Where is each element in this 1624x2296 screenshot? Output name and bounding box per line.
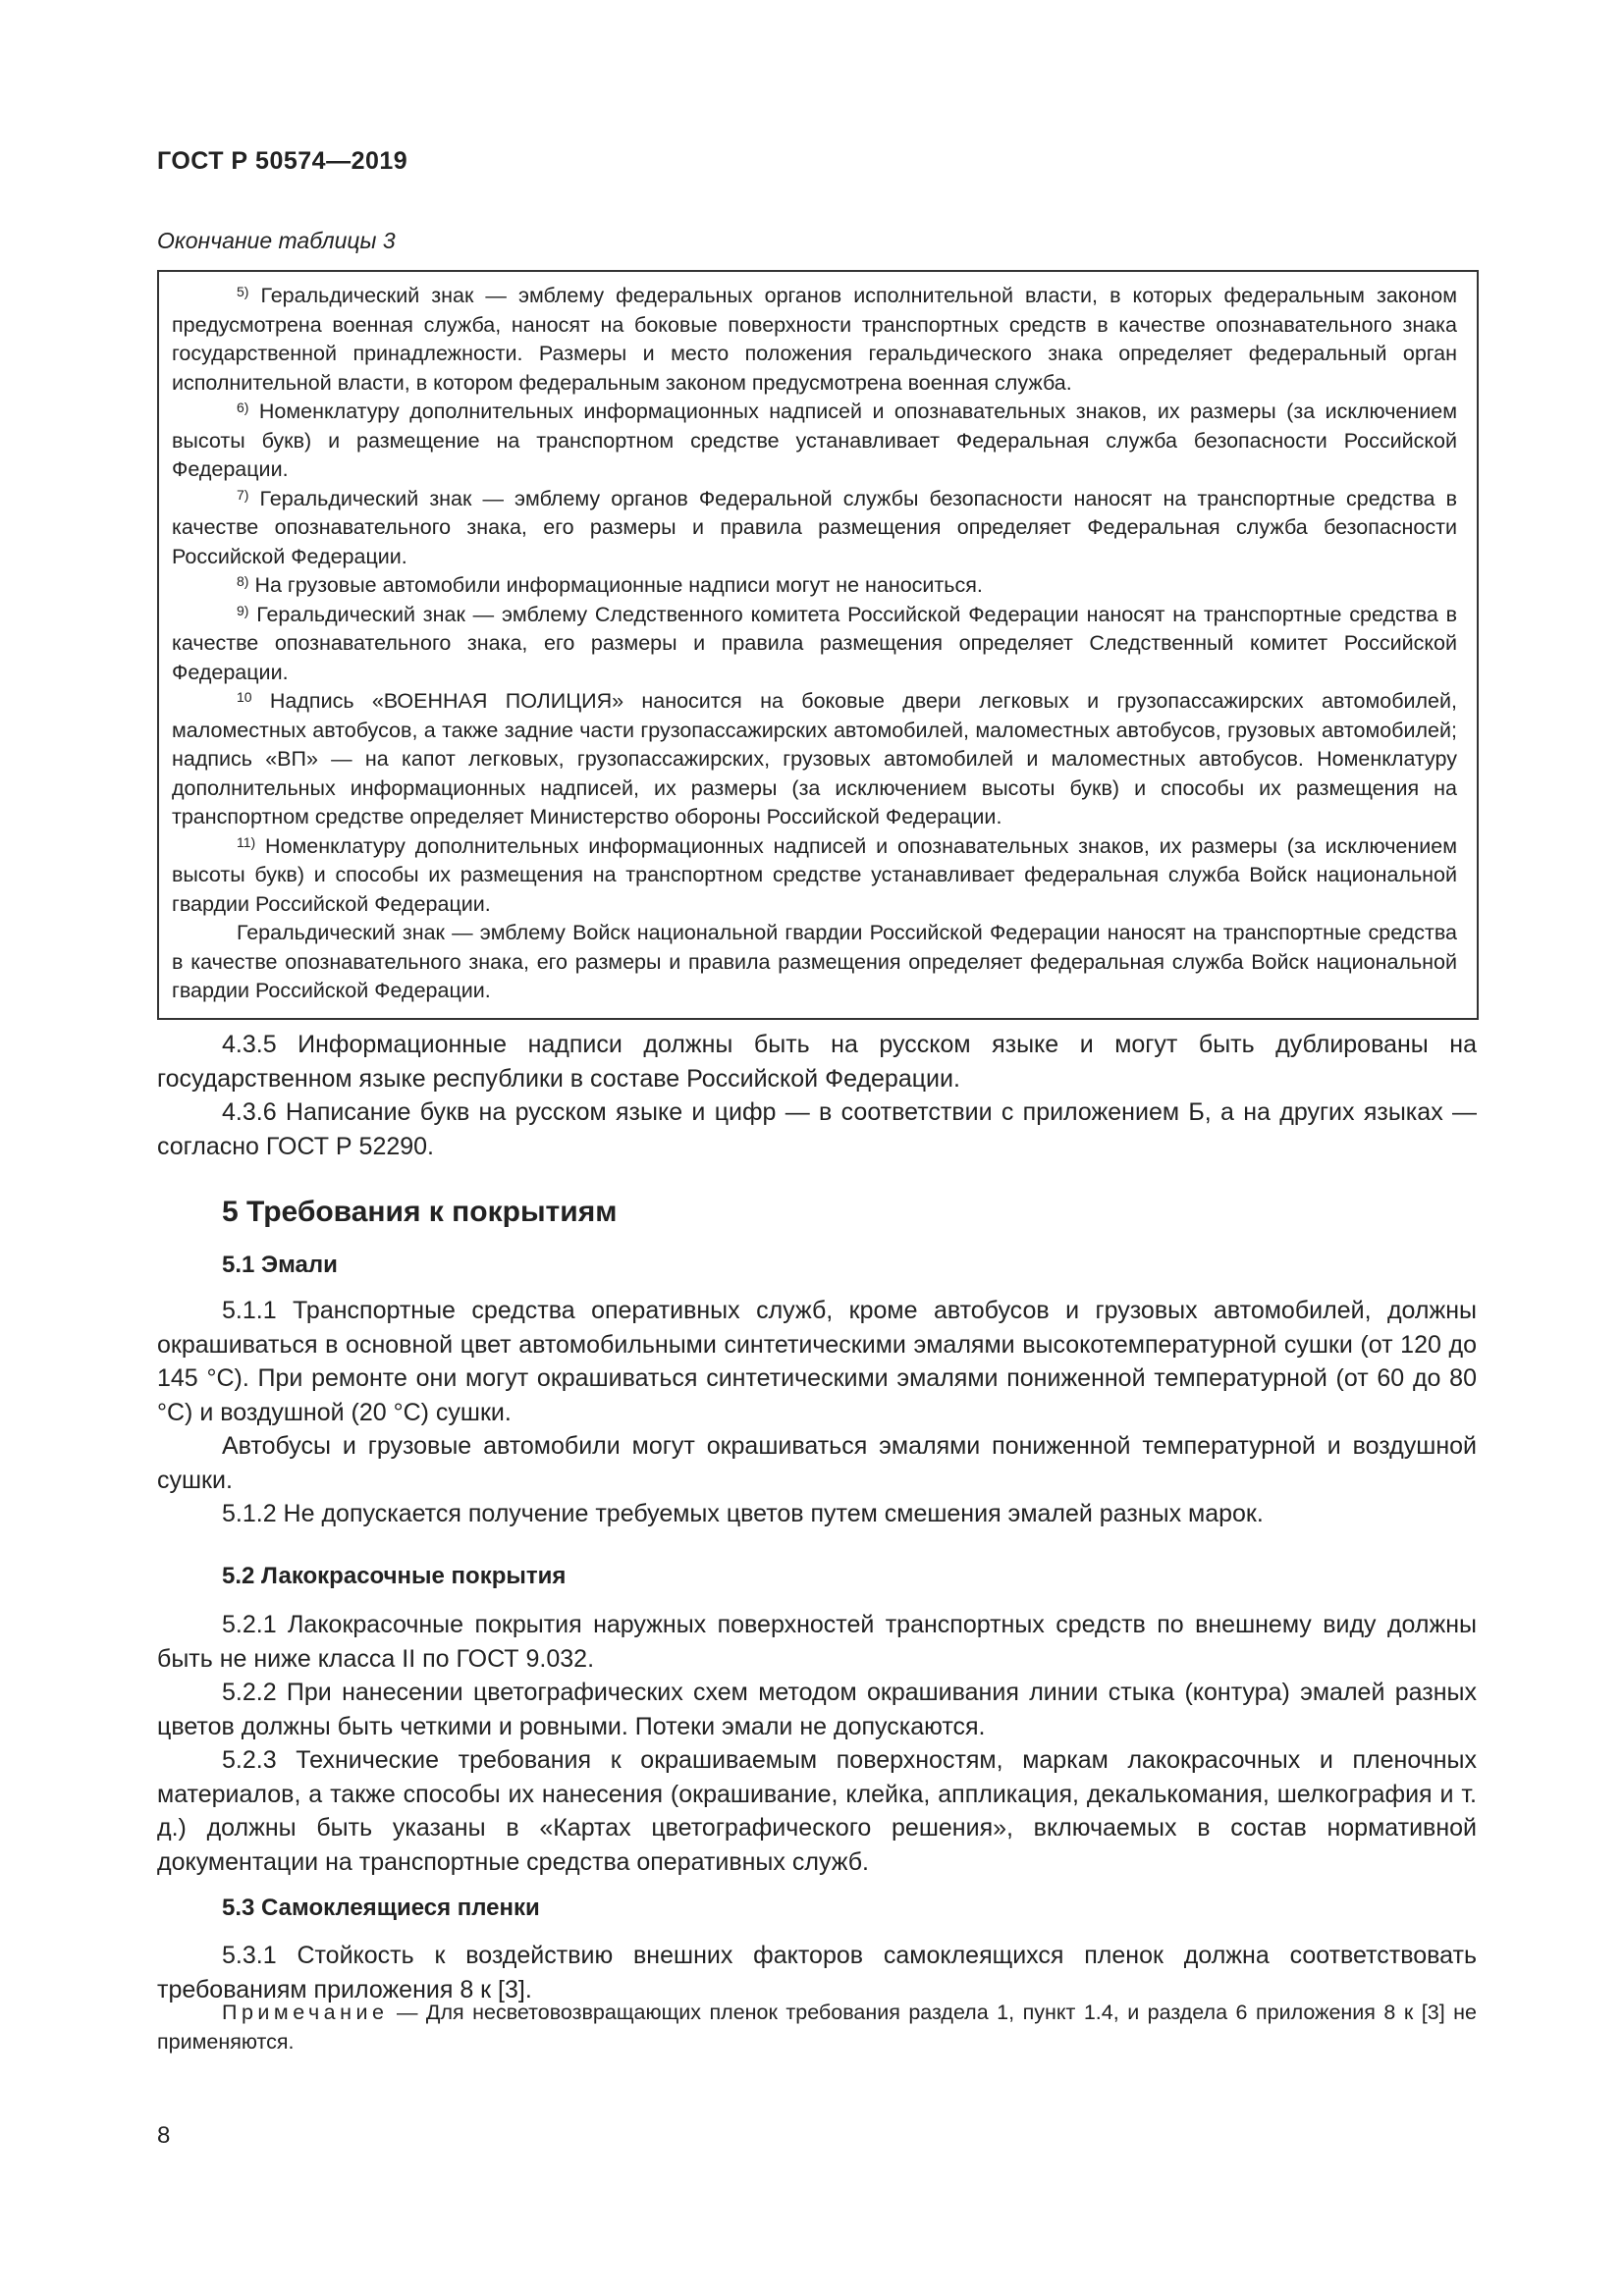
clause-5-1-1: 5.1.1 Транспортные средства оперативных служб, кроме автобусов и грузовых автомобилей, должны окрашиваться в основной цвет автомобильными синтетическими эмалями высокотемпературной сушки (от 120 до 145 °С). При ремонте они могут окрашиваться синтетическими эмалями пониженной температурной (от 60 до 80 °С) и воздушной (20 °С) сушки. — [157, 1297, 1477, 1426]
subsection-5-2-body — [157, 1608, 1477, 1879]
clauses-4-3 — [157, 1028, 1477, 1163]
subsection-5-1-body — [157, 1294, 1477, 1531]
footnote-text: Номенклатуру дополнительных информационных надписей и опознавательных знаков, их размеры (за исключением высоты букв) и способы их размещения на транспортном средстве устанавливает федеральная служба Войск национальной гвардии Российской Федерации. — [172, 833, 1457, 916]
clause-4-3-6: 4.3.6 Написание букв на русском языке и цифр — в соответствии с приложением Б, а на других языках — согласно ГОСТ Р 52290. — [157, 1098, 1477, 1160]
footnote — [172, 601, 1457, 688]
clause-5-2-3: 5.2.3 Технические требования к окрашиваемым поверхностям, маркам лакокрасочных и пленочных материалов, а также способы их нанесения (окрашивание, клейка, аппликация, декалькомания, шелкография и т. д.) должны быть указаны в «Картах цветографического решения», включаемых в состав нормативной документации на транспортные средства оперативных служб. — [157, 1746, 1477, 1876]
footnote-text: Геральдический знак — эмблему Войск национальной гвардии Российской Федерации наносят на транспортные средства в качестве опознавательного знака, его размеры и правила размещения определяет федеральная служба Войск национальной гвардии Российской Федерации. — [172, 921, 1457, 1002]
table-footnotes-box — [157, 270, 1479, 1020]
footnote-text: Геральдический знак — эмблему органов Федеральной службы безопасности наносят на транспортные средства в качестве опознавательного знака, его размеры и правила размещения определяет Федеральная служба безопасности Российской Федерации. — [172, 486, 1457, 568]
note — [157, 1998, 1477, 2056]
footnote-mark: 11) — [237, 833, 256, 850]
footnote — [172, 485, 1457, 572]
note-paragraph — [157, 1998, 1477, 2056]
footnote-mark: 10 — [237, 689, 252, 705]
note-body: — Для несветовозвращающих пленок требования раздела 1, пункт 1.4, и раздела 6 приложения 8 к [3] не применяются. — [157, 2001, 1477, 2054]
footnote-text: Геральдический знак — эмблему Следственного комитета Российской Федерации наносят на транспортные средства в качестве опознавательного знака, его размеры и правила размещения определяет Следственный комитет Российской Федерации. — [172, 602, 1457, 684]
footnote — [172, 687, 1457, 832]
clause-4-3-5: 4.3.5 Информационные надписи должны быть на русском языке и могут быть дублированы на государственном языке республики в составе Российской Федерации. — [157, 1031, 1477, 1093]
subsection-5-2-title: 5.2 Лакокрасочные покрытия — [222, 1563, 567, 1589]
footnote — [172, 832, 1457, 920]
clause-5-2-1: 5.2.1 Лакокрасочные покрытия наружных поверхностей транспортных средств по внешнему виду должны быть не ниже класса II по ГОСТ 9.032. — [157, 1611, 1477, 1673]
footnote-mark: 8) — [237, 573, 249, 589]
footnote — [172, 398, 1457, 485]
footnote-text: Надпись «ВОЕННАЯ ПОЛИЦИЯ» наносится на боковые двери легковых и грузопассажирских автомобилей, маломестных автобусов, а также задние части грузопассажирских автомобилей, маломестных автобусов, грузовых автомобилей; надпись «ВП» — на капот легковых, грузопассажирских, грузовых автомобилей и маломестных автобусов. Номенклатуру дополнительных информационных надписей, их размеры (за исключением высоты букв) и способы их размещения на транспортном средстве определяет Министерство обороны Российской Федерации. — [172, 689, 1458, 828]
footnote-text: Геральдический знак — эмблему федеральных органов исполнительной власти, в которых федеральным законом предусмотрена военная служба, наносят на боковые поверхности транспортных средств в качестве опознавательного знака государственной принадлежности. Размеры и место положения геральдического знака определяет федеральный орган исполнительной власти, в котором федеральным законом предусмотрена военная служба. — [172, 284, 1457, 395]
table-continuation-caption: Окончание таблицы 3 — [157, 228, 396, 253]
section-5-title: 5 Требования к покрытиям — [222, 1196, 618, 1228]
page-number: 8 — [157, 2122, 171, 2149]
footnote — [172, 282, 1457, 398]
footnote-text: На грузовые автомобили информационные надписи могут не наноситься. — [254, 573, 983, 597]
footnote — [172, 571, 1457, 601]
subsection-5-1-title: 5.1 Эмали — [222, 1252, 338, 1278]
footnote-mark: 6) — [237, 400, 249, 415]
paragraph: Автобусы и грузовые автомобили могут окрашиваться эмалями пониженной температурной и воздушной сушки. — [157, 1432, 1477, 1494]
note-label: Примечание — [222, 2001, 389, 2024]
subsection-5-3-title: 5.3 Самоклеящиеся пленки — [222, 1895, 540, 1921]
footnote-text: Номенклатуру дополнительных информационных надписей и опознавательных знаков, их размеры (за исключением высоты букв) и размещение на транспортном средстве устанавливает Федеральная служба безопасности Российской Федерации. — [172, 400, 1457, 481]
clause-5-3-1: 5.3.1 Стойкость к воздействию внешних факторов самоклеящихся пленок должна соответствовать требованиям приложения 8 к [3]. — [157, 1942, 1477, 2003]
footnote-mark: 9) — [237, 602, 249, 618]
footnote-mark: 5) — [237, 284, 249, 299]
clause-5-2-2: 5.2.2 При нанесении цветографических схем методом окрашивания линии стыка (контура) эмалей разных цветов должны быть четкими и ровными. Потеки эмали не допускаются. — [157, 1679, 1477, 1740]
footnote-mark: 7) — [237, 486, 249, 503]
subsection-5-3-body — [157, 1939, 1477, 2006]
clause-5-1-2: 5.1.2 Не допускается получение требуемых цветов путем смешения эмалей разных марок. — [222, 1500, 1264, 1527]
footnote — [172, 919, 1457, 1006]
document-header: ГОСТ Р 50574—2019 — [157, 147, 408, 175]
